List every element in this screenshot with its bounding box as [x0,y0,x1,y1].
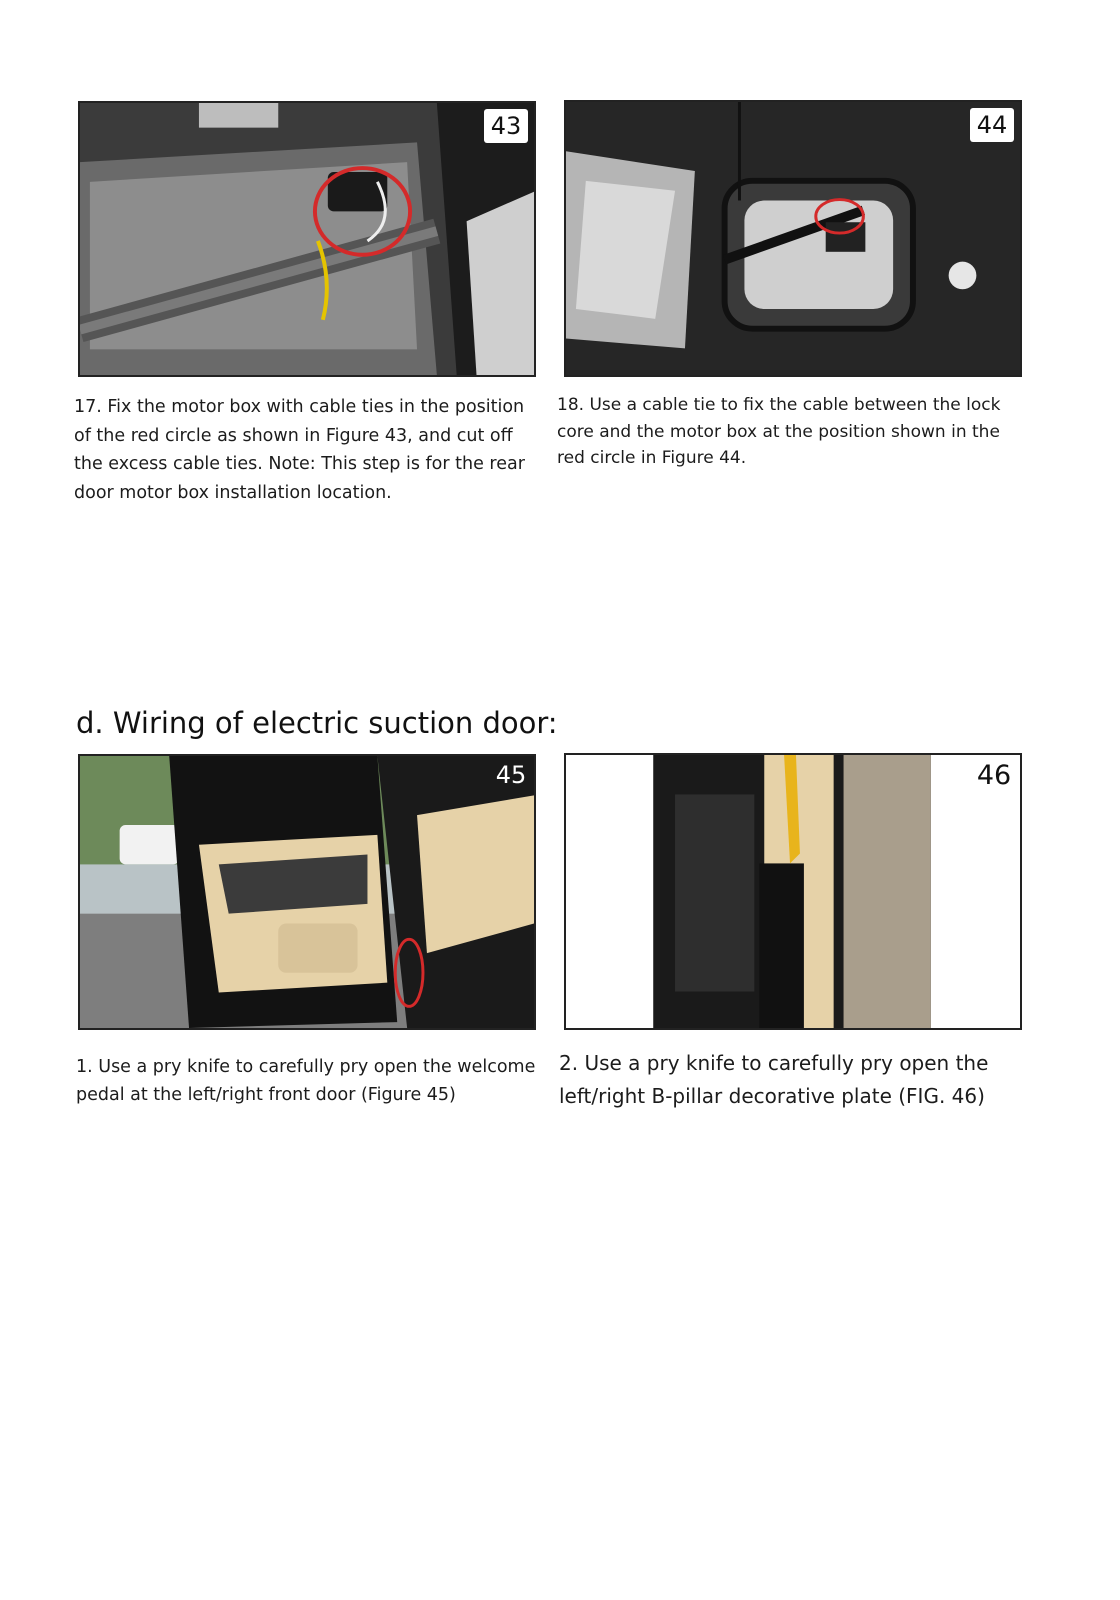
b-pillar-plate-image [566,755,1020,1028]
figure-44-photo [564,100,1022,377]
lock-core-cable-image [566,102,1020,375]
step-2-text: 2. Use a pry knife to carefully pry open the left/right B-pillar decorative plate (FIG. 46) [559,1051,989,1108]
figure-number-46: 46 [976,760,1012,791]
figure-43-photo [78,101,536,377]
section-d-title: d. Wiring of electric suction door: [76,706,558,740]
step-17-text: 17. Fix the motor box with cable ties in the position of the red circle as shown in Figure 43, and cut off the excess cable ties. Note: This step is for the rear door motor box installation location. [74,397,525,503]
figure-46-photo [564,753,1022,1030]
figure-45-photo [78,754,536,1030]
step-18-text: 18. Use a cable tie to fix the cable between the lock core and the motor box at the position shown in the red circle in Figure 44. [557,395,1001,468]
figure-number-43: 43 [484,109,528,143]
motor-box-rear-door-image [80,103,534,375]
step-1-text: 1. Use a pry knife to carefully pry open the welcome pedal at the left/right front door (Figure 45) [76,1057,536,1105]
figure-number-45: 45 [488,758,534,792]
open-front-door-image [80,756,534,1028]
figure-number-44: 44 [970,108,1014,142]
